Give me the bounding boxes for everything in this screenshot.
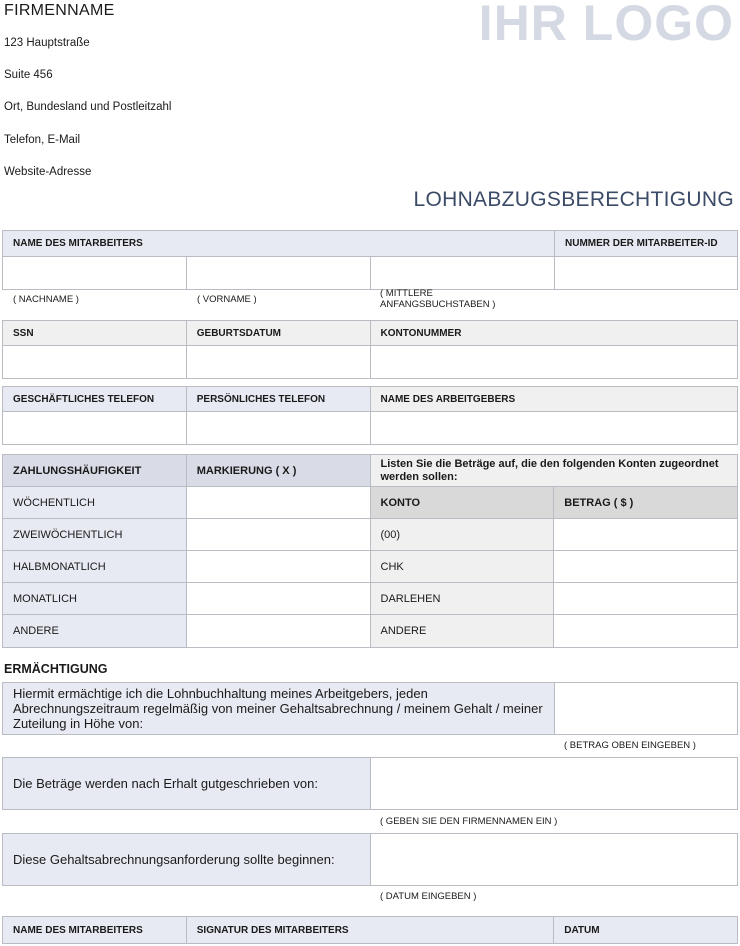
- mark-monthly-input[interactable]: [186, 582, 371, 616]
- amount-00-input[interactable]: [553, 518, 738, 552]
- personal-phone-label: PERSÖNLICHES TELEFON: [186, 386, 371, 413]
- amount-header: BETRAG ( $ ): [553, 486, 738, 520]
- employee-id-label: NUMMER DER MITARBEITER-ID: [554, 230, 738, 257]
- address-street: 123 Hauptstraße: [4, 37, 90, 49]
- middle-initial-input[interactable]: [370, 256, 555, 290]
- company-name-input[interactable]: [370, 757, 739, 810]
- logo-placeholder: IHR LOGO: [478, 0, 734, 51]
- mark-semimonthly-input[interactable]: [186, 550, 371, 584]
- business-phone-input[interactable]: [2, 411, 187, 445]
- address-suite: Suite 456: [4, 69, 53, 81]
- mark-other-input[interactable]: [186, 614, 371, 648]
- amount-hint: ( BETRAG OBEN EINGEBEN ): [564, 740, 696, 751]
- frequency-semimonthly: HALBMONATLICH: [2, 550, 187, 584]
- start-date-input[interactable]: [370, 833, 739, 886]
- signature-name-label: NAME DES MITARBEITERS: [2, 916, 187, 944]
- lastname-input[interactable]: [2, 256, 187, 290]
- business-phone-label: GESCHÄFTLICHES TELEFON: [2, 386, 187, 413]
- employer-name-label: NAME DES ARBEITGEBERS: [370, 386, 738, 413]
- mark-header: MARKIERUNG ( X ): [186, 454, 371, 488]
- address-contact: Telefon, E-Mail: [4, 134, 81, 146]
- account-loan: DARLEHEN: [370, 582, 555, 616]
- signature-label: SIGNATUR DES MITARBEITERS: [186, 916, 554, 944]
- firstname-hint: ( VORNAME ): [197, 294, 257, 305]
- authorized-amount-input[interactable]: [554, 682, 738, 735]
- company-hint: ( GEBEN SIE DEN FIRMENNAMEN EIN ): [380, 816, 558, 827]
- employee-name-label: NAME DES MITARBEITERS: [2, 230, 555, 257]
- account-number-label: KONTONUMMER: [370, 320, 738, 347]
- account-00: (00): [370, 518, 555, 552]
- birthdate-label: GEBURTSDATUM: [186, 320, 371, 347]
- amount-chk-input[interactable]: [553, 550, 738, 584]
- authorization-statement: Hiermit ermächtige ich die Lohnbuchhaltung meines Arbeitgebers, jeden Abrechnungszeitraum regelmäßig von meiner Gehaltsabrechnung / meinem Gehalt / meiner Zuteilung in Höhe von:: [2, 682, 555, 735]
- mark-biweekly-input[interactable]: [186, 518, 371, 552]
- frequency-biweekly: ZWEIWÖCHENTLICH: [2, 518, 187, 552]
- credited-by-label: Die Beträge werden nach Erhalt gutgeschrieben von:: [2, 757, 371, 810]
- mark-weekly-input[interactable]: [186, 486, 371, 520]
- frequency-weekly: WÖCHENTLICH: [2, 486, 187, 520]
- address-website: Website-Adresse: [4, 166, 92, 178]
- firstname-input[interactable]: [186, 256, 371, 290]
- company-name: FIRMENNAME: [4, 2, 115, 19]
- middle-initial-hint: ( MITTLERE ANFANGSBUCHSTABEN ): [380, 288, 496, 310]
- birthdate-input[interactable]: [186, 345, 371, 379]
- amount-loan-input[interactable]: [553, 582, 738, 616]
- accounts-instructions: Listen Sie die Beträge auf, die den folgenden Konten zugeordnet werden sollen:: [370, 454, 738, 488]
- signature-date-label: DATUM: [553, 916, 738, 944]
- personal-phone-input[interactable]: [186, 411, 371, 445]
- frequency-header: ZAHLUNGSHÄUFIGKEIT: [2, 454, 187, 488]
- address-city: Ort, Bundesland und Postleitzahl: [4, 101, 172, 113]
- account-chk: CHK: [370, 550, 555, 584]
- ssn-label: SSN: [2, 320, 187, 347]
- frequency-other: ANDERE: [2, 614, 187, 648]
- employer-name-input[interactable]: [370, 411, 738, 445]
- amount-other-input[interactable]: [553, 614, 738, 648]
- account-number-input[interactable]: [370, 345, 738, 379]
- ssn-input[interactable]: [2, 345, 187, 379]
- account-header: KONTO: [370, 486, 555, 520]
- employee-id-input[interactable]: [554, 256, 738, 290]
- document-title: LOHNABZUGSBERECHTIGUNG: [413, 188, 734, 211]
- frequency-monthly: MONATLICH: [2, 582, 187, 616]
- lastname-hint: ( NACHNAME ): [13, 294, 79, 305]
- start-date-label: Diese Gehaltsabrechnungsanforderung sollte beginnen:: [2, 833, 371, 886]
- date-hint: ( DATUM EINGEBEN ): [380, 891, 477, 902]
- authorization-title: ERMÄCHTIGUNG: [4, 662, 108, 676]
- account-other: ANDERE: [370, 614, 555, 648]
